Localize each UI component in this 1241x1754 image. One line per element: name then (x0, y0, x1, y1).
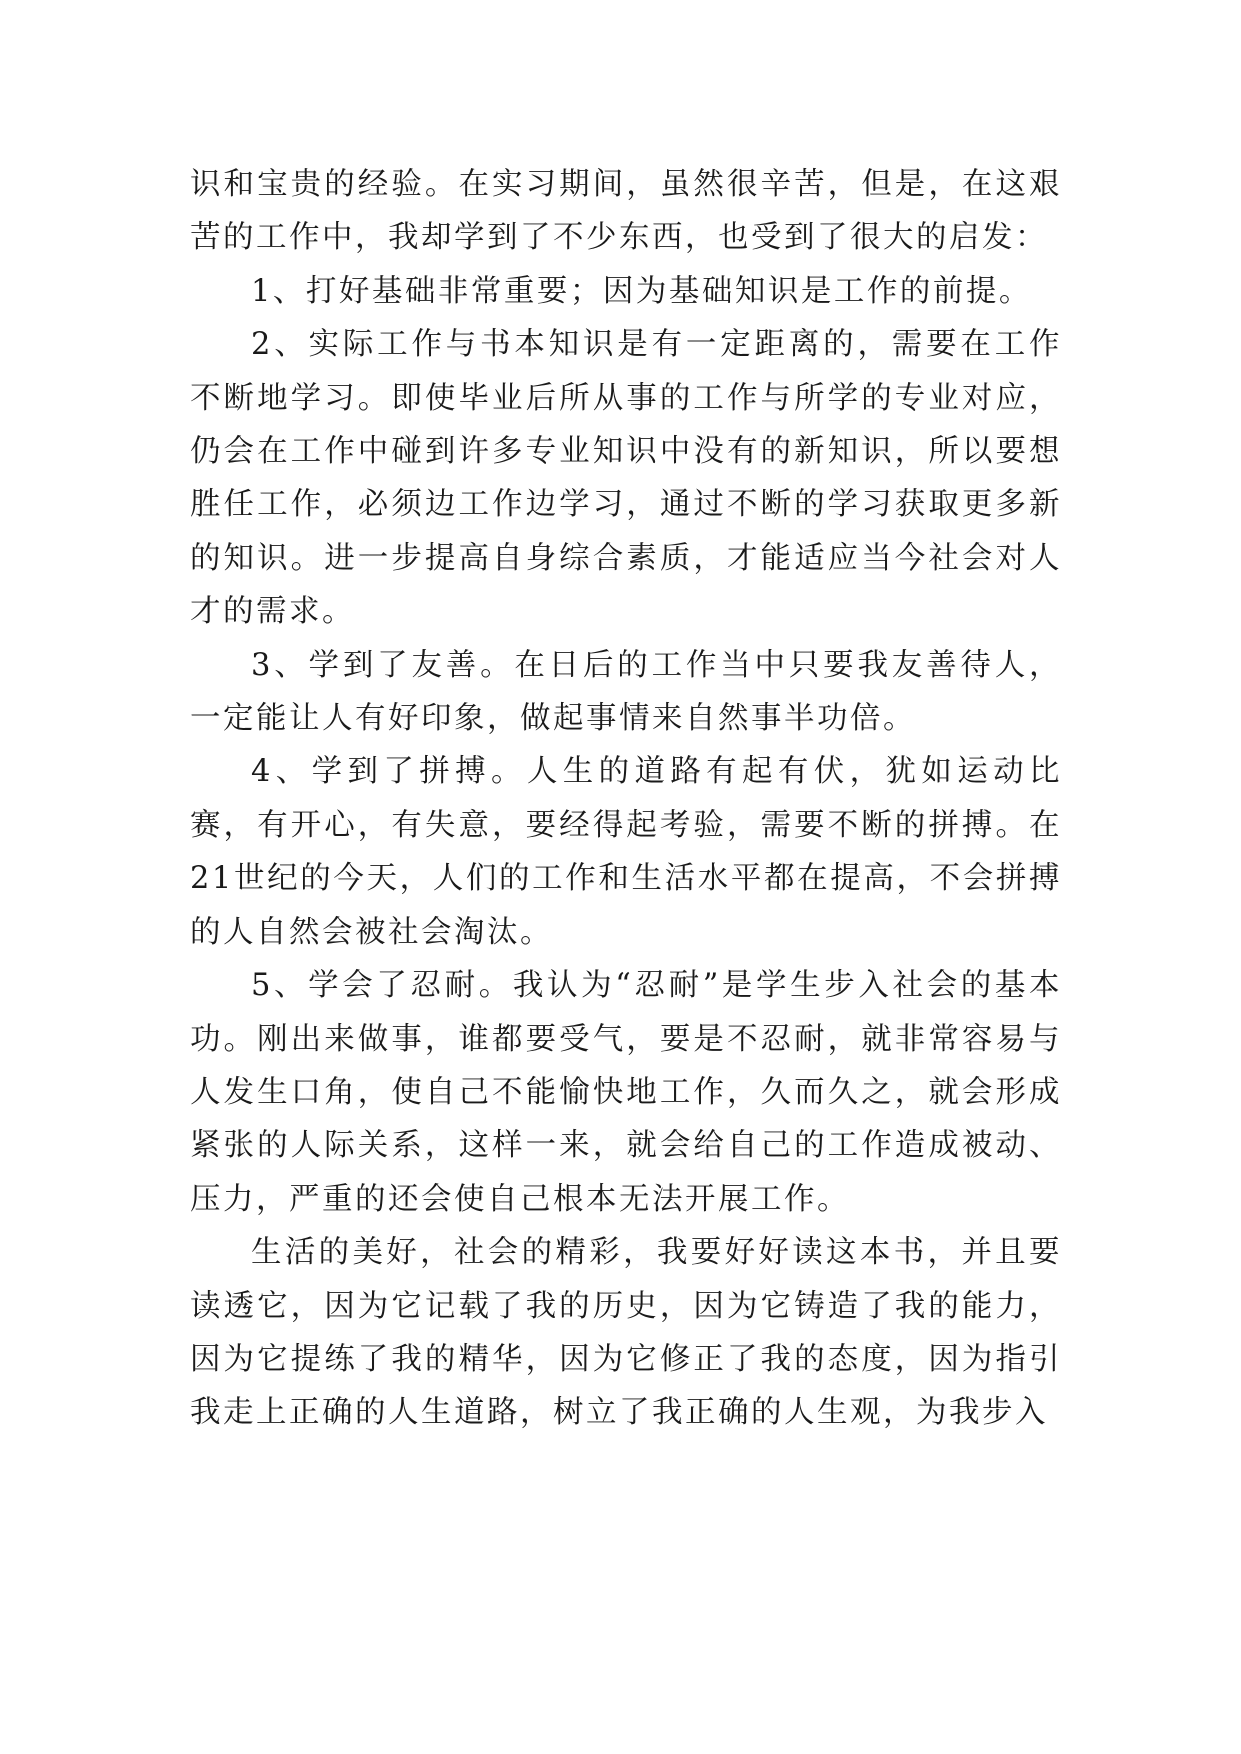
paragraph-point-4: 4、学到了拼搏。人生的道路有起有伏，犹如运动比赛，有开心，有失意，要经得起考验，需要不断的拼搏。在21世纪的今天，人们的工作和生活水平都在提高，不会拼搏的人自然会被社会淘汰。 (190, 754, 1062, 950)
paragraph-continuation: 识和宝贵的经验。在实习期间，虽然很辛苦，但是，在这艰苦的工作中，我却学到了不少东西，也受到了很大的启发： (190, 167, 1062, 256)
paragraph-conclusion: 生活的美好，社会的精彩，我要好好读这本书，并且要读透它，因为它记载了我的历史，因为它铸造了我的能力，因为它提练了我的精华，因为它修正了我的态度，因为指引我走上正确的人生道路，树立了我正确的人生观，为我步入 (190, 1235, 1062, 1431)
paragraph-point-3: 3、学到了友善。在日后的工作当中只要我友善待人，一定能让人有好印象，做起事情来自然事半功倍。 (190, 647, 1062, 737)
paragraph-point-1: 1、打好基础非常重要；因为基础知识是工作的前提。 (251, 273, 1032, 309)
paragraph-point-2: 2、实际工作与书本知识是有一定距离的，需要在工作不断地学习。即使毕业后所从事的工作与所学的专业对应，仍会在工作中碰到许多专业知识中没有的新知识，所以要想胜任工作，必须边工作边学习，通过不断的学习获取更多新的知识。进一步提高自身综合素质，才能适应当今社会对人才的需求。 (190, 327, 1062, 630)
paragraph-point-5: 5、学会了忍耐。我认为“忍耐”是学生步入社会的基本功。刚出来做事，谁都要受气，要是不忍耐，就非常容易与人发生口角，使自己不能愉快地工作，久而久之，就会形成紧张的人际关系，这样一来，就会给自己的工作造成被动、压力，严重的还会使自己根本无法开展工作。 (190, 968, 1062, 1217)
document-page (190, 158, 1062, 1440)
